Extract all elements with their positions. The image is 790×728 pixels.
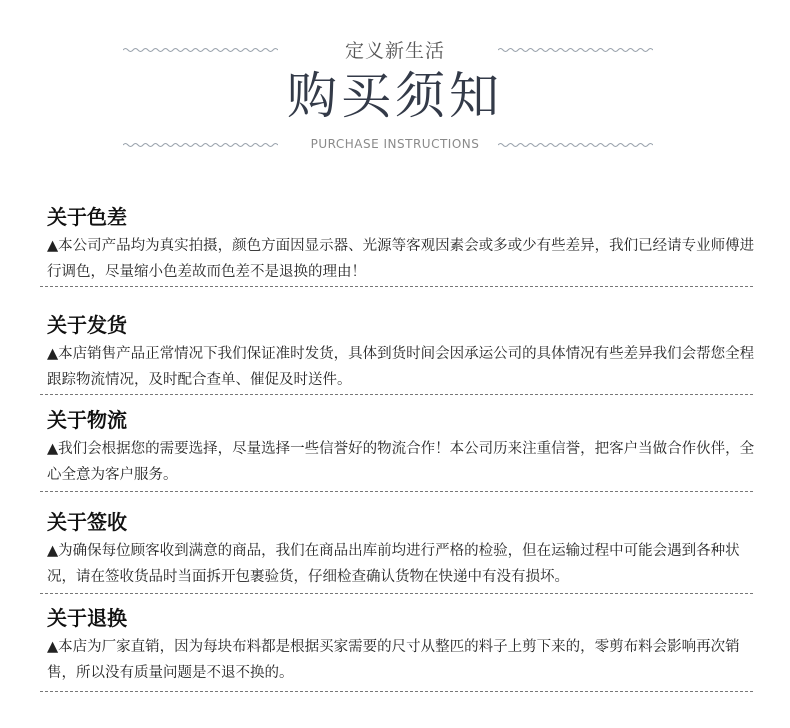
section-title: 关于退换: [47, 606, 127, 630]
section-logistics: [47, 407, 755, 488]
section-color-difference: [47, 204, 755, 285]
section-title: 关于签收: [47, 510, 127, 534]
section-title: 关于物流: [47, 408, 127, 432]
section-body: ▲本店销售产品正常情况下我们保证准时发货，具体到货时间会因承运公司的具体情况有些差异我们会帮您全程跟踪物流情况，及时配合查单、催促及时送件。: [47, 346, 755, 388]
section-title: 关于发货: [47, 313, 127, 337]
header: [0, 0, 790, 170]
section-divider: [40, 286, 753, 287]
section-title: 关于色差: [47, 205, 127, 229]
header-subtitle: 定义新生活: [344, 40, 445, 62]
section-receipt: [47, 509, 755, 590]
section-divider: [40, 691, 753, 692]
section-divider: [40, 593, 753, 594]
page-title: 购买须知: [287, 67, 503, 125]
section-body: ▲我们会根据您的需要选择，尽量选择一些信誉好的物流合作！本公司历来注重信誉，把客户当做合作伙伴，全心全意为客户服务。: [47, 441, 755, 483]
header-subtitle-en: PURCHASE INSTRUCTIONS: [310, 137, 480, 151]
section-body: ▲为确保每位顾客收到满意的商品，我们在商品出库前均进行严格的检验，但在运输过程中可能会遇到各种状况，请在签收货品时当面拆开包裹验货，仔细检查确认货物在快递中有没有损坏。: [47, 543, 740, 585]
section-body: ▲本公司产品均为真实拍摄，颜色方面因显示器、光源等客观因素会或多或少有些差异，我们已经请专业师傅进行调色，尽量缩小色差故而色差不是退换的理由！: [47, 238, 755, 280]
section-returns: [47, 605, 755, 686]
section-divider: [40, 394, 753, 395]
section-body: ▲本店为厂家直销，因为每块布料都是根据买家需要的尺寸从整匹的料子上剪下来的，零剪布料会影响再次销售，所以没有质量问题是不退不换的。: [47, 639, 740, 681]
section-divider: [40, 491, 753, 492]
section-shipping: [47, 312, 755, 393]
